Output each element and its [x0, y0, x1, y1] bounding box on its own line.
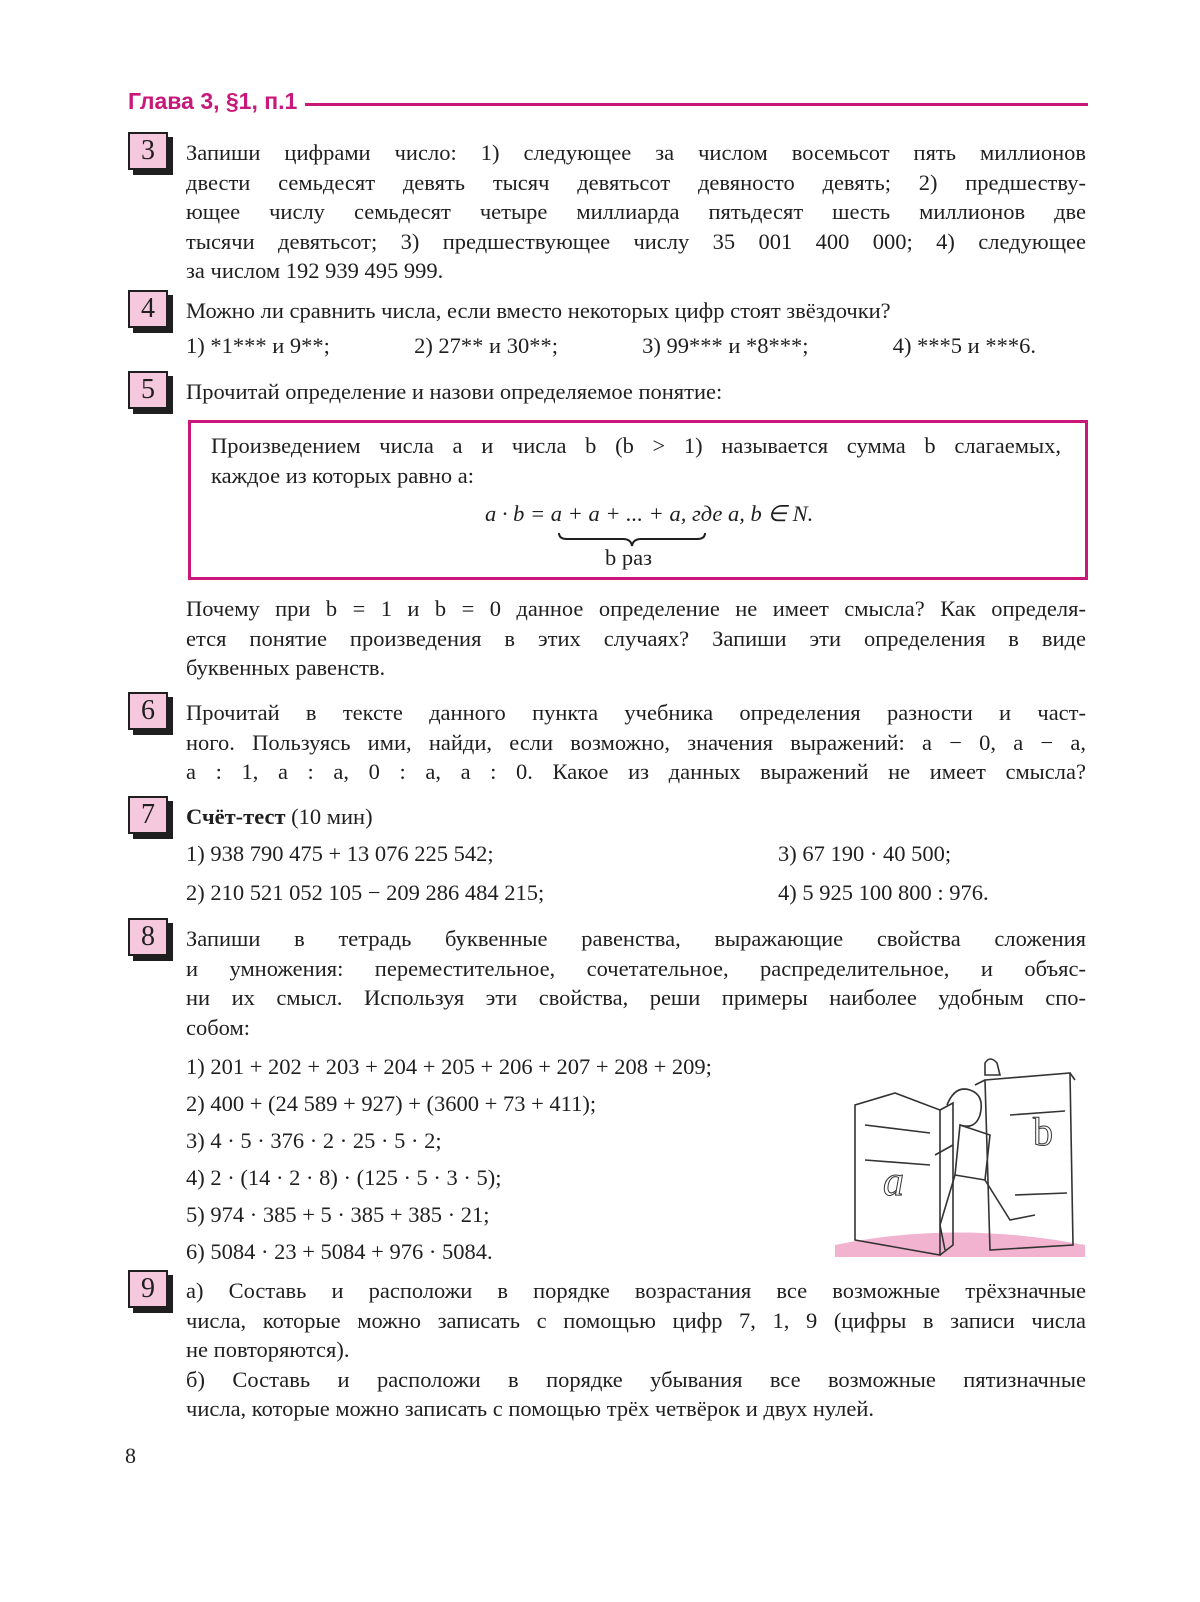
- task-6: [141, 695, 1086, 787]
- task-9: [141, 1273, 1086, 1424]
- letter-a: a: [883, 1159, 904, 1205]
- text-line: двести семьдесят девять тысяч девятьсот девяносто девять; 2) предшеству-: [186, 169, 1086, 195]
- item: 3) 99*** и *8***;: [642, 332, 809, 358]
- text-line: за числом 192 939 495 999.: [186, 258, 444, 283]
- definition-line: Произведением числа a и числа b (b > 1) называется сумма b слагаемых,: [211, 433, 1061, 458]
- test-title: Счёт-тест: [186, 804, 286, 829]
- question: Можно ли сравнить числа, если вместо некоторых цифр стоят звёздочки?: [186, 298, 891, 323]
- text-line: Запиши в тетрадь буквенные равенства, выражающие свойства сложения: [186, 926, 1086, 951]
- item: 4) ***5 и ***6.: [892, 332, 1036, 358]
- text-line: Прочитай в тексте данного пункта учебника определения разности и част-: [186, 700, 1086, 725]
- task-number: 5: [128, 371, 168, 409]
- task-number: 7: [128, 796, 168, 834]
- task-5: [141, 374, 1086, 407]
- item: 1) 938 790 475 + 13 076 225 542;: [186, 840, 494, 866]
- brace-label: b раз: [605, 545, 652, 570]
- header-rule: [305, 103, 1088, 106]
- question: Прочитай определение и назови определяемое понятие:: [186, 379, 723, 404]
- task-4: [141, 293, 1086, 365]
- text-line: ного. Пользуясь ими, найди, если возможно, значения выражений: a − 0, a − a,: [186, 729, 1086, 755]
- text-line: ни их смысл. Используя эти свойства, реши примеры наиболее удобным спо-: [186, 985, 1086, 1010]
- text-line: буквенных равенств.: [186, 655, 386, 680]
- definition-line: каждое из которых равно a:: [211, 462, 475, 488]
- text-line: не повторяются).: [186, 1337, 350, 1362]
- page-number: 8: [125, 1443, 136, 1468]
- task-number: 8: [128, 918, 168, 956]
- task-3: [141, 135, 1086, 286]
- item: 2) 27** и 30**;: [414, 332, 558, 358]
- task-number: 9: [128, 1270, 168, 1308]
- task-5-followup: [186, 594, 1086, 683]
- letter-b: b: [1033, 1109, 1053, 1154]
- item: 5) 974 · 385 + 5 · 385 + 385 · 21;: [186, 1202, 490, 1227]
- text-line: а) Составь и расположи в порядке возрастания все возможные трёхзначные: [186, 1278, 1086, 1303]
- cabinet-illustration: [835, 1045, 1085, 1260]
- text-line: числа, которые можно записать с помощью цифр 7, 1, 9 (цифры в записи числа: [186, 1307, 1086, 1333]
- text-line: Запиши цифрами число: 1) следующее за числом восемьсот пять миллионов: [186, 140, 1086, 165]
- text-line: ющее числу семьдесят четыре миллиарда пятьдесят шесть миллионов две: [186, 199, 1086, 224]
- item: 1) *1*** и 9**;: [186, 332, 330, 358]
- test-time: (10 мин): [291, 804, 373, 829]
- text-line: ется понятие произведения в этих случаях? Запиши эти определения в виде: [186, 625, 1086, 651]
- text-line: и умножения: переместительное, сочетательное, распределительное, и объяс-: [186, 955, 1086, 981]
- text-line: Почему при b = 1 и b = 0 данное определение не имеет смысла? Как определя-: [186, 596, 1086, 621]
- chapter-header: [128, 88, 1088, 115]
- task-number: 3: [128, 132, 168, 170]
- text-line: б) Составь и расположи в порядке убывания все возможные пятизначные: [186, 1366, 1086, 1392]
- item: 2) 210 521 052 105 − 209 286 484 215;: [186, 879, 545, 905]
- item: 6) 5084 · 23 + 5084 + 976 · 5084.: [186, 1239, 493, 1264]
- chapter-title: Глава 3, §1, п.1: [128, 88, 298, 114]
- item: 2) 400 + (24 589 + 927) + (3600 + 73 + 411);: [186, 1091, 597, 1116]
- item: 4) 5 925 100 800 : 976.: [778, 879, 989, 905]
- text-line: тысячи девятьсот; 3) предшествующее числу 35 001 400 000; 4) следующее: [186, 228, 1086, 254]
- text-line: a : 1, a : a, 0 : a, a : 0. Какое из данных выражений не имеет смысла?: [186, 759, 1086, 784]
- definition-box: [188, 420, 1088, 580]
- task-number: 4: [128, 290, 168, 328]
- item: 3) 4 · 5 · 376 · 2 · 25 · 5 · 2;: [186, 1128, 442, 1153]
- item: 4) 2 · (14 · 2 · 8) · (125 · 5 · 3 · 5);: [186, 1165, 502, 1190]
- text-line: числа, которые можно записать с помощью трёх четвёрок и двух нулей.: [186, 1396, 875, 1421]
- text-line: собом:: [186, 1014, 250, 1040]
- item: 1) 201 + 202 + 203 + 204 + 205 + 206 + 207 + 208 + 209;: [186, 1054, 712, 1079]
- task-number: 6: [128, 692, 168, 730]
- task-7: [141, 799, 1086, 912]
- item: 3) 67 190 · 40 500;: [778, 840, 952, 866]
- formula: a · b = a + a + ... + a, где a, b ∈ N.: [485, 501, 814, 526]
